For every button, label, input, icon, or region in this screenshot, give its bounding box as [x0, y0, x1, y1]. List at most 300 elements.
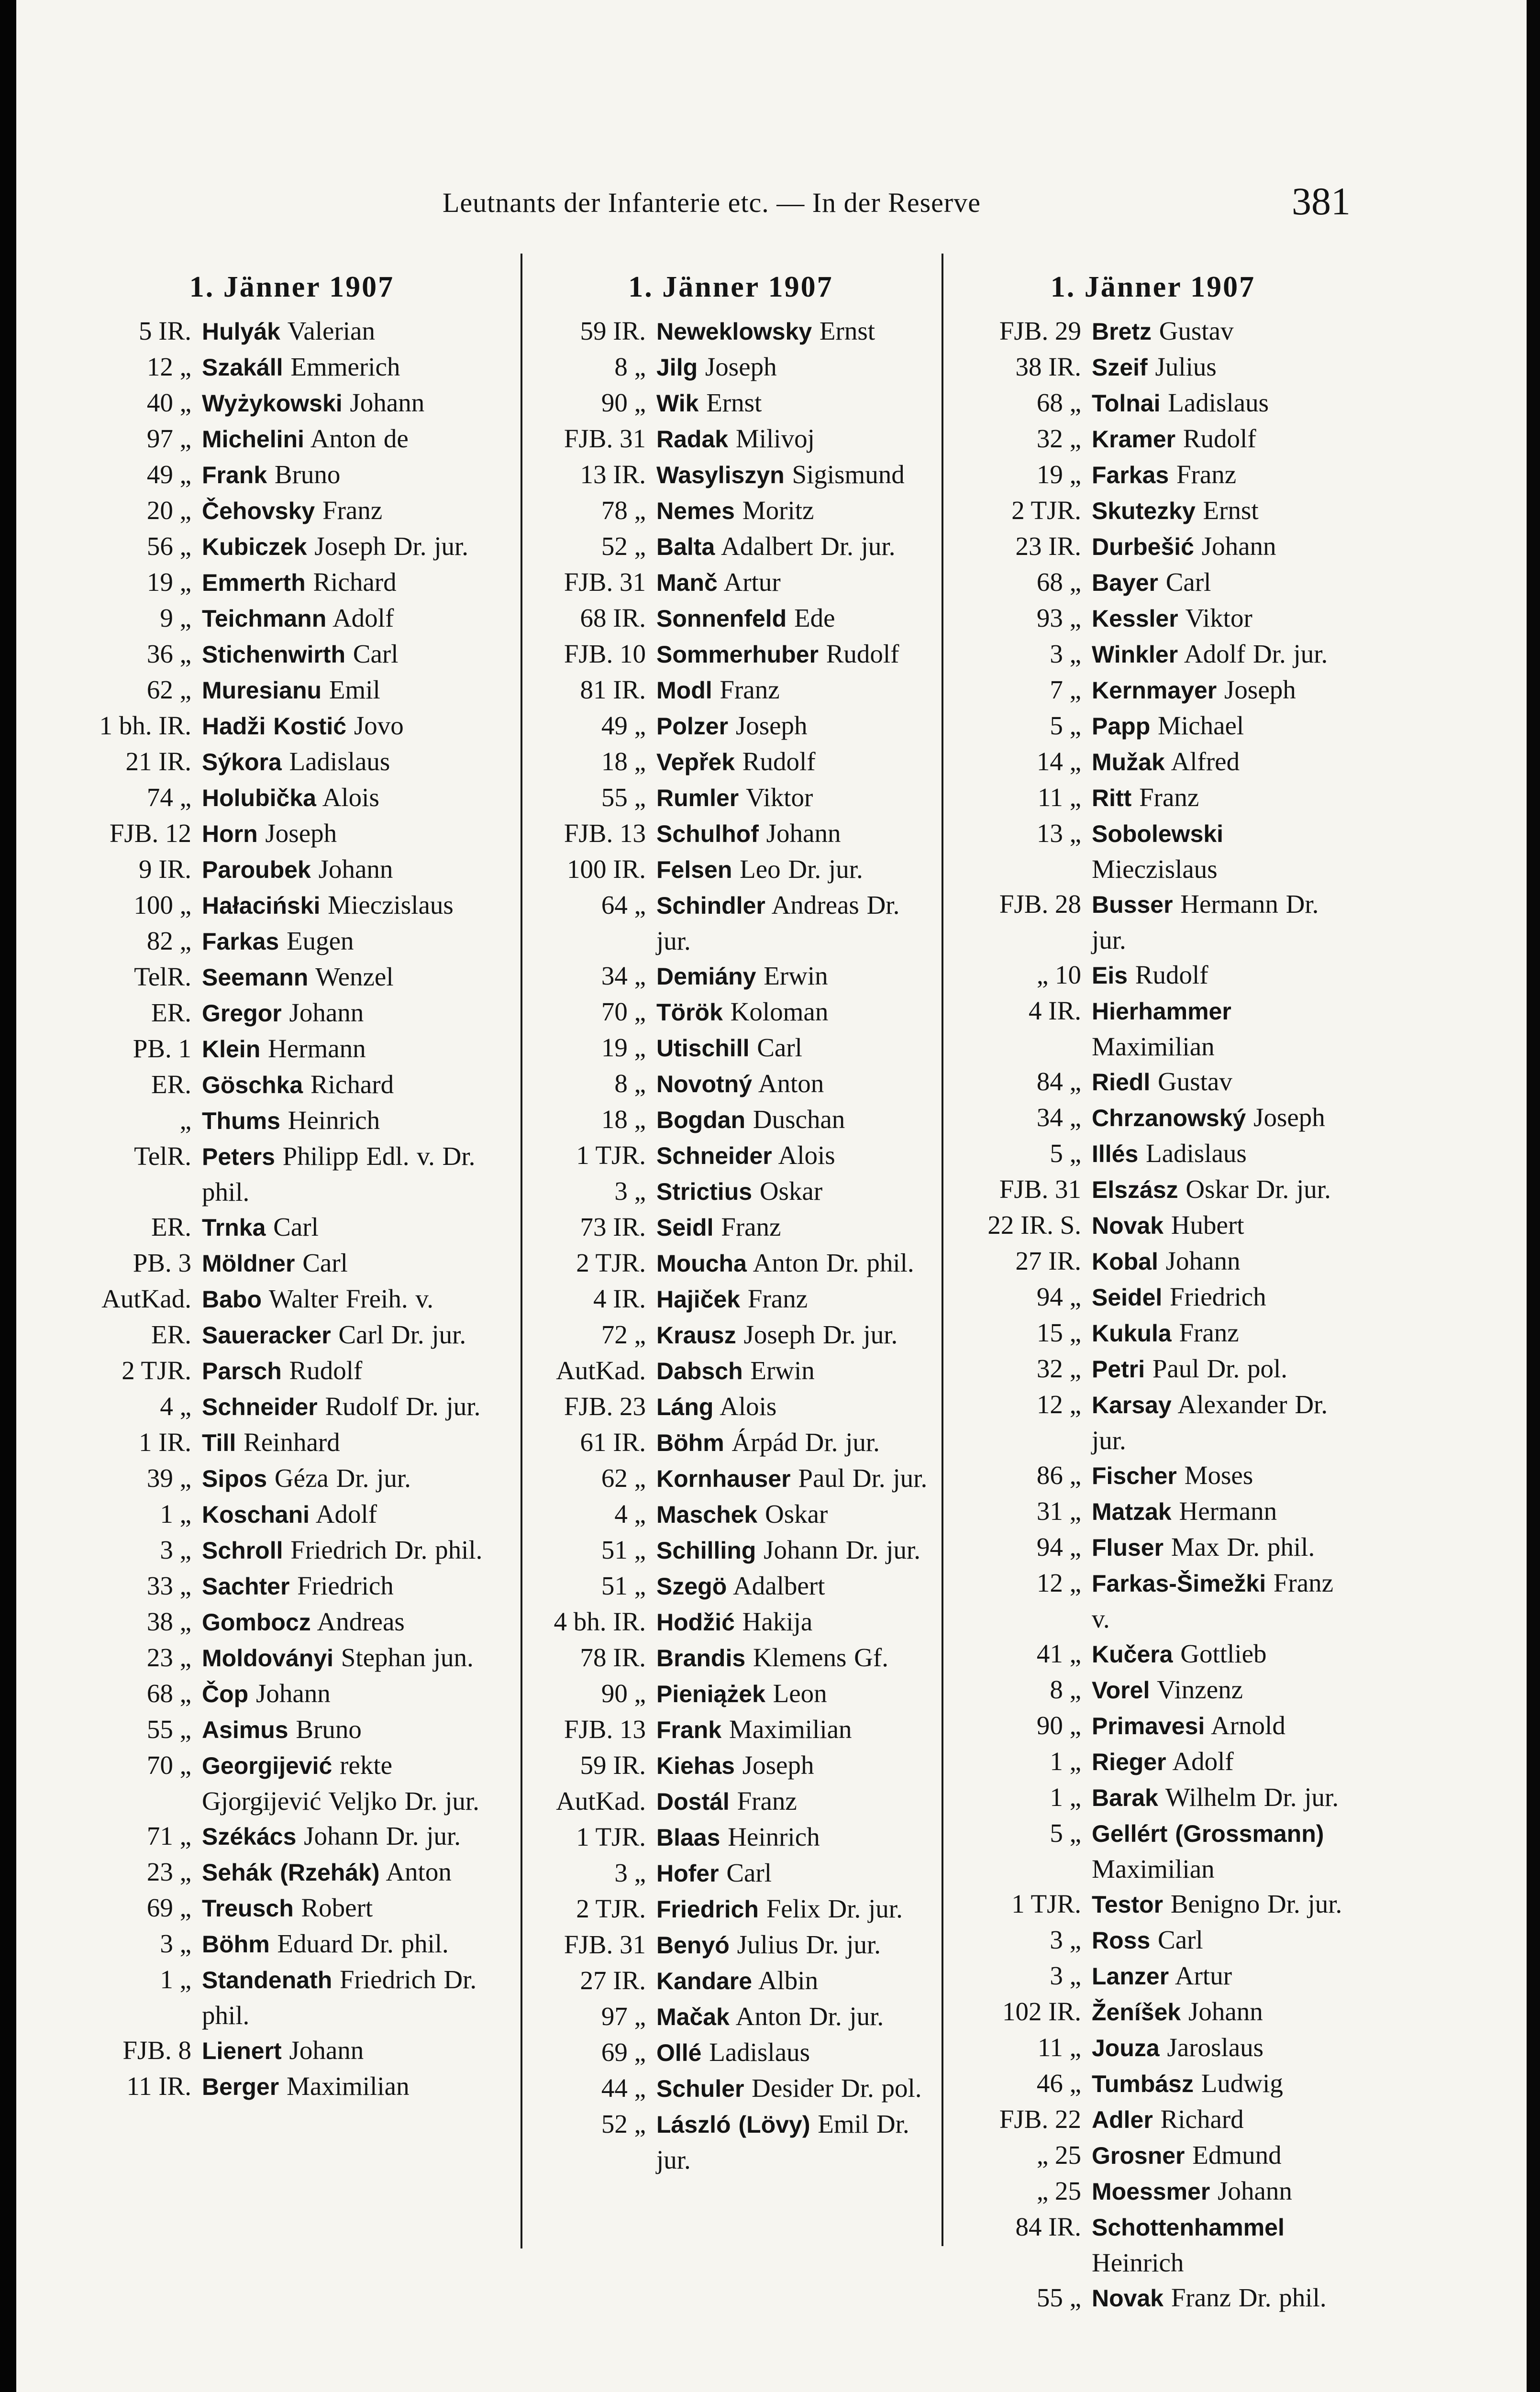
unit-reference: 71 „	[146, 1821, 191, 1850]
given-name-and-title: Johann	[255, 1679, 331, 1708]
surname: Sýkora	[202, 749, 282, 775]
list-item	[950, 600, 1356, 636]
officer-name	[202, 744, 512, 780]
unit-reference: 5 IR.	[139, 316, 191, 345]
scan-border-left	[0, 0, 16, 2392]
given-name-and-title: Leon	[773, 1679, 827, 1708]
given-name-and-title: Adolf	[332, 603, 394, 632]
surname: Kiehas	[656, 1752, 735, 1779]
unit-reference: 69 „	[601, 2038, 646, 2067]
surname: Szakáll	[202, 354, 283, 381]
surname: Horn	[202, 820, 258, 847]
given-name-and-title: Joseph Dr. jur.	[743, 1320, 898, 1349]
list-item	[950, 2280, 1356, 2316]
surname: Moldoványi	[202, 1645, 334, 1672]
surname: Čop	[202, 1681, 249, 1707]
surname: Schindler	[656, 892, 765, 919]
officer-name	[1092, 744, 1356, 780]
given-name-and-title: Anton	[758, 1069, 824, 1098]
surname: Göschka	[202, 1072, 303, 1098]
unit-reference: 55 „	[601, 783, 646, 812]
given-name-and-title: Franz	[1176, 460, 1237, 489]
surname: Hodžić	[656, 1609, 735, 1636]
unit-reference: 11 IR.	[126, 2071, 191, 2101]
list-item	[72, 349, 512, 385]
unit-reference: 86 „	[1036, 1461, 1081, 1490]
given-name-and-title: Johann Dr. jur.	[764, 1535, 920, 1564]
given-name-and-title: Maximilian	[1092, 1032, 1215, 1061]
surname: Farkas	[202, 928, 279, 955]
list-item	[950, 1458, 1356, 1494]
list-item	[72, 1854, 512, 1890]
unit-reference: 1 TJR.	[576, 1141, 646, 1170]
unit-reference: 100 „	[133, 890, 191, 919]
unit-reference: 3 „	[614, 1176, 646, 1206]
given-name-and-title: Wenzel	[315, 962, 394, 991]
list-item	[950, 1636, 1356, 1672]
officer-name	[1092, 1351, 1356, 1387]
list-item	[950, 1672, 1356, 1708]
officer-name	[656, 744, 935, 780]
officer-name	[1092, 313, 1356, 349]
list-item	[526, 1102, 935, 1138]
unit-reference: 70 „	[601, 997, 646, 1026]
given-name-and-title: Gottlieb	[1180, 1639, 1267, 1668]
unit-reference: ER.	[151, 1070, 191, 1099]
given-name-and-title: Maximilian	[729, 1715, 852, 1744]
list-item	[526, 1568, 935, 1604]
unit-reference: 61 IR.	[580, 1428, 646, 1457]
officer-name	[656, 385, 935, 421]
column-2	[526, 270, 935, 2177]
officer-name	[202, 1818, 512, 1854]
given-name-and-title: Max Dr. phil.	[1171, 1532, 1315, 1561]
list-item	[526, 636, 935, 672]
officer-name	[202, 1139, 512, 1209]
unit-reference: 68 „	[146, 1679, 191, 1708]
officer-name	[656, 565, 935, 600]
officer-name	[202, 565, 512, 600]
list-item	[526, 1425, 935, 1461]
officer-name	[202, 457, 512, 493]
unit-reference: 8 „	[614, 352, 646, 381]
unit-reference: 34 „	[601, 961, 646, 990]
surname: Standenath	[202, 1967, 332, 1993]
surname: Thums	[202, 1107, 280, 1134]
surname: Saueracker	[202, 1322, 331, 1349]
unit-reference: 94 „	[1036, 1532, 1081, 1561]
unit-reference: 38 „	[146, 1607, 191, 1636]
given-name-and-title: Richard	[313, 567, 397, 597]
unit-reference: 14 „	[1036, 747, 1081, 776]
officer-name	[656, 2035, 935, 2071]
list-item	[526, 1461, 935, 1496]
surname: Möldner	[202, 1250, 295, 1277]
officer-name	[202, 1389, 512, 1425]
surname: Hierhammer	[1092, 998, 1231, 1025]
column-heading: 1. Jänner 1907	[189, 271, 395, 303]
unit-reference: 56 „	[146, 532, 191, 561]
list-item	[950, 1064, 1356, 1100]
officer-name	[1092, 2066, 1356, 2102]
unit-reference: 18 „	[601, 1105, 646, 1134]
given-name-and-title: Reinhard	[244, 1428, 340, 1457]
list-item	[72, 457, 512, 493]
officer-name	[656, 1712, 935, 1748]
officer-name	[202, 1962, 512, 2033]
given-name-and-title: Eugen	[286, 926, 354, 955]
given-name-and-title: Friedrich	[1170, 1282, 1266, 1311]
officer-name	[202, 708, 512, 744]
officer-name	[656, 1030, 935, 1066]
surname: Böhm	[656, 1429, 724, 1456]
officer-name	[202, 887, 512, 923]
given-name-and-title: Adalbert Dr. jur.	[720, 532, 896, 561]
officer-name	[1092, 1207, 1356, 1243]
unit-reference: 102 IR.	[1002, 1997, 1081, 2026]
list-item	[72, 385, 512, 421]
surname: Rieger	[1092, 1749, 1166, 1775]
unit-reference: TelR.	[134, 1141, 191, 1171]
surname: Schilling	[656, 1537, 756, 1564]
unit-reference: FJB. 28	[999, 889, 1081, 919]
given-name-and-title: Franz	[720, 675, 780, 704]
unit-reference: 94 „	[1036, 1282, 1081, 1311]
officer-name	[1092, 2209, 1356, 2280]
list-item	[72, 959, 512, 995]
surname: Holubička	[202, 785, 316, 811]
unit-reference: 72 „	[601, 1320, 646, 1349]
surname: Stichenwirth	[202, 641, 346, 668]
unit-reference: AutKad.	[101, 1284, 191, 1313]
list-item	[526, 529, 935, 565]
surname: Frank	[656, 1716, 722, 1743]
officer-name	[656, 1317, 935, 1353]
given-name-and-title: Erwin	[764, 961, 828, 990]
unit-reference: 1 IR.	[139, 1428, 191, 1457]
unit-reference: 70 „	[146, 1750, 191, 1780]
unit-reference: „ 25	[1036, 2140, 1081, 2170]
officer-name	[202, 385, 512, 421]
unit-reference: 39 „	[146, 1463, 191, 1493]
given-name-and-title: Oskar Dr. jur.	[1185, 1174, 1331, 1204]
officer-name	[202, 1854, 512, 1890]
unit-reference: 5 „	[1050, 711, 1081, 740]
surname: Polzer	[656, 713, 729, 740]
officer-name	[656, 958, 935, 994]
surname: Jilg	[656, 354, 698, 381]
surname: Kessler	[1092, 605, 1178, 632]
unit-reference: TelR.	[134, 962, 191, 991]
given-name-and-title: Carl	[757, 1033, 802, 1062]
unit-reference: 93 „	[1036, 603, 1081, 632]
unit-reference: ER.	[151, 998, 191, 1027]
given-name-and-title: Joseph	[1224, 675, 1296, 704]
given-name-and-title: Julius Dr. jur.	[737, 1930, 881, 1959]
officer-name	[1092, 2137, 1356, 2173]
unit-reference: 64 „	[601, 890, 646, 919]
list-item	[72, 1962, 512, 2033]
surname: Fluser	[1092, 1534, 1164, 1561]
given-name-and-title: Sigismund	[792, 460, 905, 489]
officer-name	[1092, 1172, 1356, 1207]
officer-name	[656, 1999, 935, 2035]
officer-name	[1092, 1494, 1356, 1529]
unit-reference: 12 „	[1036, 1568, 1081, 1597]
surname: Modl	[656, 677, 712, 704]
unit-reference: FJB. 31	[564, 424, 646, 453]
surname: Petri	[1092, 1356, 1145, 1383]
surname: Sachter	[202, 1573, 290, 1600]
surname: Čehovsky	[202, 498, 315, 524]
column-3	[950, 270, 1356, 2316]
given-name-and-title: Moritz	[742, 496, 814, 525]
officer-name	[656, 2106, 935, 2177]
list-item	[526, 852, 935, 887]
given-name-and-title: Johann	[1165, 1246, 1241, 1275]
list-item	[72, 923, 512, 959]
given-name-and-title: Joseph Dr. jur.	[314, 532, 469, 561]
surname: Sipos	[202, 1465, 267, 1492]
list-item	[72, 1640, 512, 1676]
unit-reference: 74 „	[146, 783, 191, 812]
given-name-and-title: Leo Dr. jur.	[740, 854, 863, 884]
given-name-and-title: Alfred	[1171, 747, 1240, 776]
officer-name	[656, 672, 935, 708]
officer-name	[1092, 816, 1356, 886]
list-item	[526, 1353, 935, 1389]
list-item	[950, 780, 1356, 816]
list-item	[72, 2069, 512, 2104]
surname: Szegö	[656, 1573, 727, 1600]
unit-reference: 46 „	[1036, 2069, 1081, 2098]
surname: Farkas	[1092, 462, 1169, 488]
surname: Tumbász	[1092, 2071, 1194, 2097]
given-name-and-title: Andreas Dr. jur.	[656, 890, 900, 955]
officer-name	[1092, 1243, 1356, 1279]
officer-name	[656, 1245, 935, 1281]
list-item	[950, 2066, 1356, 2102]
given-name-and-title: Ernst	[1203, 496, 1259, 525]
list-item	[950, 1958, 1356, 1994]
list-item	[526, 1927, 935, 1963]
given-name-and-title: Maximilian	[1092, 1854, 1215, 1883]
unit-reference: PB. 1	[133, 1034, 191, 1063]
surname: Kramer	[1092, 426, 1176, 453]
unit-reference: FJB. 12	[109, 819, 191, 848]
unit-reference: 2 TJR.	[576, 1248, 646, 1277]
surname: Benyó	[656, 1932, 730, 1959]
list-item	[526, 1281, 935, 1317]
surname: Manč	[656, 569, 718, 596]
given-name-and-title: Albin	[758, 1966, 819, 1995]
officer-name	[202, 600, 512, 636]
given-name-and-title: Robert	[301, 1893, 373, 1922]
unit-reference: 90 „	[601, 388, 646, 417]
given-name-and-title: Erwin	[750, 1356, 815, 1385]
unit-reference: 1 „	[160, 1965, 191, 1994]
officer-name	[1092, 457, 1356, 493]
officer-name	[1092, 385, 1356, 421]
list-item	[526, 1676, 935, 1712]
officer-name	[656, 816, 935, 852]
unit-reference: 12 „	[146, 352, 191, 381]
surname: Hadži Kostić	[202, 713, 347, 740]
given-name-and-title: Ernst	[819, 316, 875, 345]
unit-reference: 1 „	[1050, 1747, 1081, 1776]
surname: Klein	[202, 1036, 261, 1063]
given-name-and-title: Anton de	[310, 424, 409, 453]
surname: Koschani	[202, 1501, 310, 1528]
surname: Matzak	[1092, 1498, 1172, 1525]
unit-reference: 69 „	[146, 1893, 191, 1922]
list-item	[72, 1425, 512, 1461]
list-item	[950, 529, 1356, 565]
list-item	[950, 1100, 1356, 1136]
given-name-and-title: Valerian	[287, 316, 375, 345]
surname: Parsch	[202, 1358, 282, 1384]
unit-reference: 40 „	[146, 388, 191, 417]
surname: Ross	[1092, 1927, 1151, 1954]
officer-name	[202, 1461, 512, 1496]
officer-name	[202, 1103, 512, 1139]
officer-name	[202, 672, 512, 708]
surname: Wik	[656, 390, 699, 417]
given-name-and-title: Joseph	[265, 819, 337, 848]
officer-name	[656, 1102, 935, 1138]
officer-name	[1092, 780, 1356, 816]
unit-reference: „ 25	[1036, 2176, 1081, 2205]
surname: Gregor	[202, 1000, 282, 1027]
officer-name	[656, 708, 935, 744]
given-name-and-title: Paul Dr. jur.	[798, 1463, 928, 1493]
surname: Dabsch	[656, 1358, 743, 1384]
list-item	[950, 636, 1356, 672]
surname: Busser	[1092, 891, 1173, 918]
unit-reference: 20 „	[146, 496, 191, 525]
officer-name	[1092, 1672, 1356, 1708]
unit-reference: 32 „	[1036, 424, 1081, 453]
unit-reference: 1 bh. IR.	[99, 711, 191, 740]
scan-border-right	[1527, 0, 1540, 2392]
officer-name	[202, 1425, 512, 1461]
given-name-and-title: Alois	[720, 1392, 777, 1421]
given-name-and-title: Moses	[1184, 1461, 1253, 1490]
surname: Kornhauser	[656, 1465, 791, 1492]
officer-name	[1092, 708, 1356, 744]
list-item	[72, 1353, 512, 1389]
list-item	[72, 636, 512, 672]
officer-name	[202, 1890, 512, 1926]
running-title: Leutnants der Infanterie etc. — In der Reserve	[443, 187, 981, 218]
list-item	[72, 421, 512, 457]
surname: Eis	[1092, 962, 1128, 989]
unit-reference: 8 „	[614, 1069, 646, 1098]
list-item	[950, 2030, 1356, 2066]
given-name-and-title: Klemens Gf.	[753, 1643, 888, 1672]
given-name-and-title: Hermann Dr. jur.	[1092, 889, 1319, 954]
list-item	[950, 2102, 1356, 2137]
officer-name	[656, 600, 935, 636]
surname: Karsay	[1092, 1392, 1172, 1418]
unit-reference: 1 „	[160, 1499, 191, 1528]
surname: Novak	[1092, 2285, 1164, 2312]
officer-name	[1092, 1458, 1356, 1494]
officer-name	[656, 1963, 935, 1999]
surname: Durbešić	[1092, 533, 1194, 560]
officer-name	[1092, 529, 1356, 565]
given-name-and-title: Franz	[747, 1284, 808, 1313]
officer-name	[202, 995, 512, 1031]
officer-name	[1092, 1279, 1356, 1315]
given-name-and-title: Adalbert	[732, 1571, 825, 1600]
given-name-and-title: Joseph	[735, 711, 808, 740]
given-name-and-title: Gustav	[1159, 316, 1234, 345]
officer-name	[656, 1855, 935, 1891]
unit-reference: 12 „	[1036, 1390, 1081, 1419]
unit-reference: 2 TJR.	[576, 1894, 646, 1923]
surname: Dostál	[656, 1788, 730, 1815]
surname: Farkas-Šimežki	[1092, 1570, 1266, 1597]
unit-reference: 84 IR.	[1015, 2212, 1081, 2241]
unit-reference: AutKad.	[556, 1356, 646, 1385]
surname: Gombocz	[202, 1609, 311, 1636]
unit-reference: 68 „	[1036, 567, 1081, 597]
list-item	[72, 1568, 512, 1604]
unit-reference: 2 TJR.	[1011, 496, 1081, 525]
officer-name	[656, 1748, 935, 1783]
unit-reference: 55 „	[146, 1715, 191, 1744]
surname: Mužak	[1092, 749, 1165, 775]
unit-reference: 22 IR. S.	[987, 1210, 1081, 1240]
unit-reference: FJB. 31	[999, 1174, 1081, 1204]
officer-name	[1092, 421, 1356, 457]
page-number: 381	[1292, 179, 1351, 223]
given-name-and-title: Heinrich	[728, 1822, 820, 1851]
list-item	[72, 1103, 512, 1139]
surname: Illés	[1092, 1141, 1139, 1167]
list-item	[950, 708, 1356, 744]
list-item	[72, 1748, 512, 1818]
unit-reference: 49 „	[601, 711, 646, 740]
unit-reference: 4 IR.	[1029, 996, 1081, 1025]
unit-reference: ER.	[151, 1212, 191, 1241]
given-name-and-title: Johann Dr. jur.	[304, 1821, 461, 1850]
surname: Moucha	[656, 1250, 747, 1277]
surname: Novak	[1092, 1212, 1164, 1239]
officer-name	[656, 529, 935, 565]
list-item	[526, 1317, 935, 1353]
officer-name	[656, 780, 935, 816]
given-name-and-title: Ladislaus	[1146, 1139, 1247, 1168]
unit-reference: 100 IR.	[567, 854, 646, 884]
unit-reference: 5 „	[1050, 1818, 1081, 1848]
unit-reference: 23 IR.	[1015, 532, 1081, 561]
unit-reference: 33 „	[146, 1571, 191, 1600]
officer-name	[1092, 1315, 1356, 1351]
list-item	[526, 1819, 935, 1855]
surname: Neweklowsky	[656, 318, 812, 345]
list-item	[72, 1209, 512, 1245]
surname: Bretz	[1092, 318, 1152, 345]
list-item	[526, 493, 935, 529]
officer-name	[202, 2033, 512, 2069]
list-item	[72, 780, 512, 816]
officer-name	[1092, 2280, 1356, 2316]
surname: Jouza	[1092, 2035, 1160, 2061]
list-item	[950, 349, 1356, 385]
surname: Schneider	[202, 1394, 318, 1420]
